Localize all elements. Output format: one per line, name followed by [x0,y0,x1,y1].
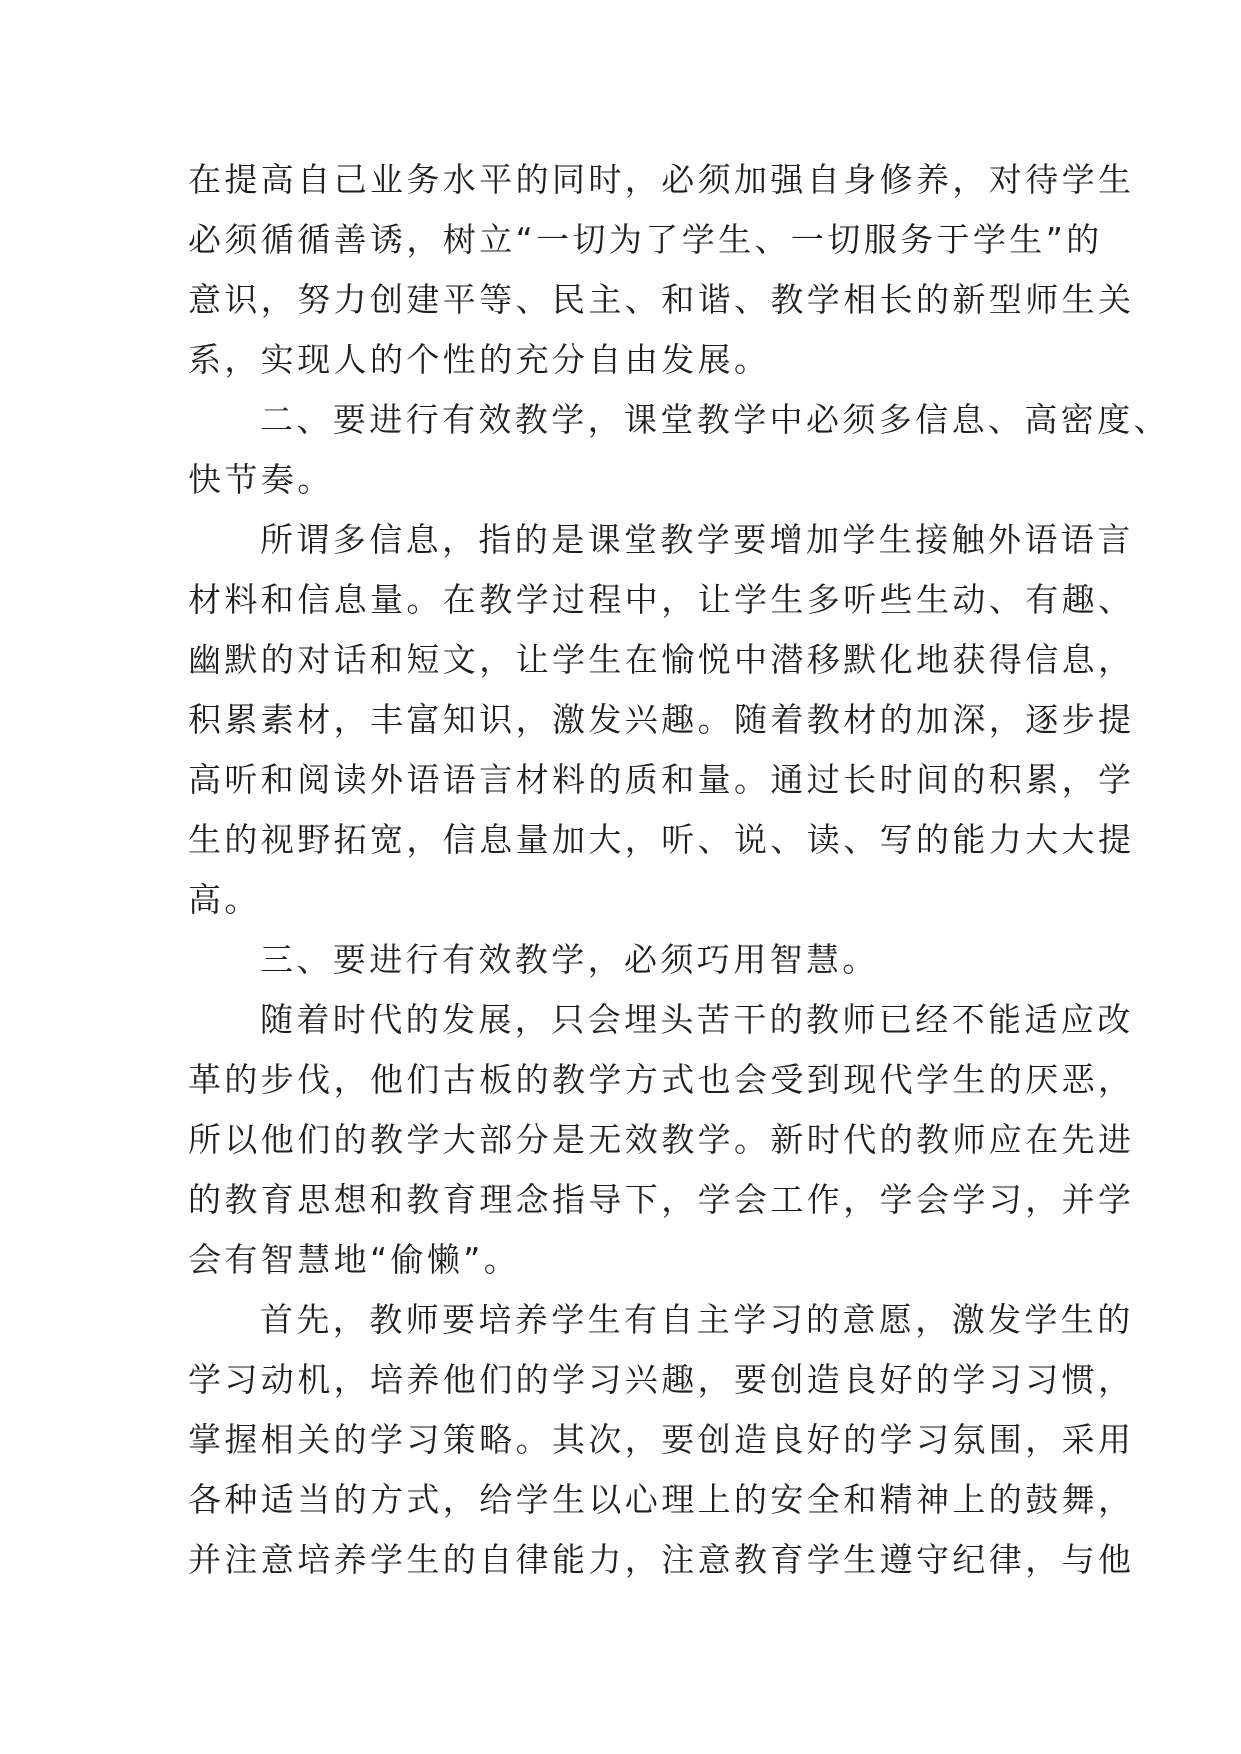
text-line: 革的步伐，他们古板的教学方式也会受到现代学生的厌恶， [188,1060,1135,1099]
text-line: 随着时代的发展，只会埋头苦干的教师已经不能适应改 [260,1000,1134,1039]
text-line: 各种适当的方式，给学生以心理上的安全和精神上的鼓舞， [188,1480,1135,1519]
text-line: 系，实现人的个性的充分自由发展。 [188,340,771,379]
text-line: 高。 [188,880,261,919]
text-line: 幽默的对话和短文，让学生在愉悦中潜移默化地获得信息， [188,640,1135,679]
text-line: 掌握相关的学习策略。其次，要创造良好的学习氛围，采用 [188,1420,1135,1459]
text-line: 的教育思想和教育理念指导下，学会工作，学会学习，并学 [188,1180,1135,1219]
text-line: 在提高自己业务水平的同时，必须加强自身修养，对待学生 [188,160,1135,199]
text-line: 会有智慧地“偷懒”。 [188,1240,521,1279]
text-line: 生的视野拓宽，信息量加大，听、说、读、写的能力大大提 [188,820,1135,859]
text-line: 快节奏。 [188,460,334,499]
text-line: 学习动机，培养他们的学习兴趣，要创造良好的学习习惯， [188,1360,1135,1399]
text-line: 必须循循善诱，树立“一切为了学生、一切服务于学生”的 [188,220,1103,259]
text-line: 意识，努力创建平等、民主、和谐、教学相长的新型师生关 [188,280,1135,319]
text-line: 材料和信息量。在教学过程中，让学生多听些生动、有趣、 [188,580,1135,619]
text-line: 高听和阅读外语语言材料的质和量。通过长时间的积累，学 [188,760,1135,799]
text-line: 并注意培养学生的自律能力，注意教育学生遵守纪律，与他 [188,1540,1135,1579]
text-line: 首先，教师要培养学生有自主学习的意愿，激发学生的 [260,1300,1134,1339]
document-body [188,150,1170,1590]
text-line: 三、要进行有效教学，必须巧用智慧。 [260,940,879,979]
text-line: 所谓多信息，指的是课堂教学要增加学生接触外语语言 [260,520,1134,559]
text-line: 所以他们的教学大部分是无效教学。新时代的教师应在先进 [188,1120,1135,1159]
text-line: 积累素材，丰富知识，激发兴趣。随着教材的加深，逐步提 [188,700,1135,739]
text-line: 二、要进行有效教学，课堂教学中必须多信息、高密度、 [260,400,1170,439]
